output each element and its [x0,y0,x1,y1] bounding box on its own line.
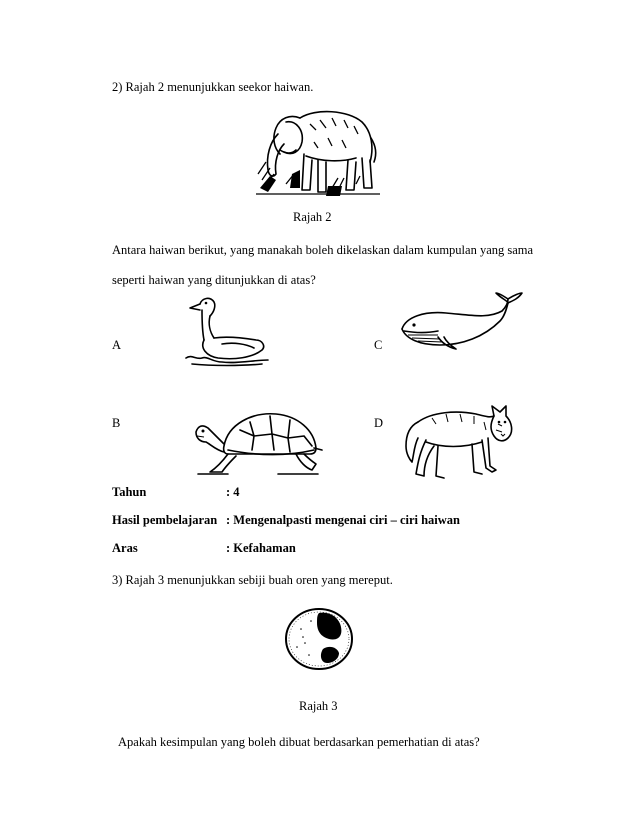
aras-value: : Kefahaman [226,541,296,555]
figure-2-caption: Rajah 2 [293,210,332,224]
aras-label: Aras [112,541,138,555]
figure-3-caption: Rajah 3 [299,699,338,713]
wolf-icon [402,402,522,486]
whale-icon [398,289,524,353]
rotten-orange-icon [283,607,355,671]
option-d-label: D [374,416,384,430]
tahun-label: Tahun [112,485,147,499]
question-2-stem: 2) Rajah 2 menunjukkan seekor haiwan. [112,80,314,94]
option-a-label: A [112,338,122,352]
question-2-text-line-2: seperti haiwan yang ditunjukkan di atas? [112,273,316,287]
duck-icon [182,294,272,368]
hasil-pembelajaran-value: : Mengenalpasti mengenai ciri – ciri haiwan [226,513,461,527]
tahun-value: : 4 [226,485,240,499]
option-b-label: B [112,416,121,430]
question-3-text: Apakah kesimpulan yang boleh dibuat berdasarkan pemerhatian di atas? [118,735,480,749]
hasil-pembelajaran-label: Hasil pembelajaran [112,513,218,527]
option-c-label: C [374,338,383,352]
question-2-text-line-1: Antara haiwan berikut, yang manakah boleh dikelaskan dalam kumpulan yang sama [112,243,534,257]
question-3-stem: 3) Rajah 3 menunjukkan sebiji buah oren yang mereput. [112,573,393,587]
elephant-icon [256,104,380,198]
turtle-icon [188,406,324,478]
